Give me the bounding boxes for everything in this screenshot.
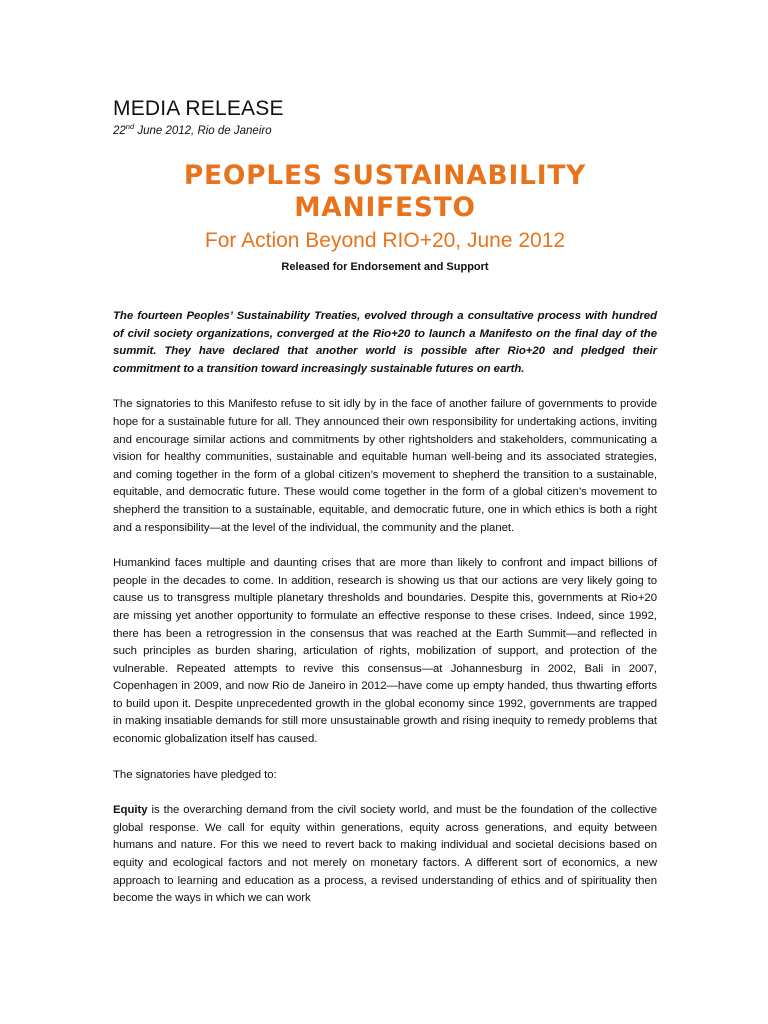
paragraph-humankind-crises: Humankind faces multiple and daunting crises that are more than likely to confront and impact billions of people in the decades to come. In addition, research is showing us that our actions are very likely going to cause us to transgress multiple planetary thresholds and boundaries. Despite this, governments at Rio+20 are missing yet another opportunity to formulate an effective response to these crises. Indeed, since 1992, there has been a retrogression in the consensus that was reached at the Earth Summit—and reflected in such principles as burden sharing, articulation of rights, mobilization of support, and protection of the vulnerable. Repeated attempts to revive this consensus—at Johannesburg in 2002, Bali in 2007, Copenhagen in 2009, and now Rio de Janeiro in 2012—have come up empty handed, thus thwarting efforts to build upon it. Despite unprecedented growth in the global economy since 1992, governments are trapped in making insatiable demands for still more unsustainable growth and rising inequity to remedy problems that economic globalization itself has caused. — [113, 557, 657, 746]
release-date — [113, 124, 657, 138]
date-day: 22 — [113, 125, 126, 137]
paragraph-pledged-to: The signatories have pledged to: — [113, 768, 277, 781]
document-page — [113, 96, 657, 908]
equity-text: is the overarching demand from the civil society world, and must be the foundation of the collective global response. We call for equity within generations, equity across generations, and equity between humans and nature. For this we need to revert back to making individual and societal decisions based on equity and ecological factors and not merely on monetary factors. A different sort of economics, a new approach to learning and education as a process, a revised understanding of ethics and of spirituality then become the ways in which we can work — [113, 804, 657, 905]
date-suffix: nd — [125, 122, 135, 132]
date-rest: June 2012, Rio de Janeiro — [134, 125, 272, 137]
equity-lead-word: Equity — [113, 804, 148, 817]
paragraph-signatories-refuse: The signatories to this Manifesto refuse to sit idly by in the face of another failure of governments to provide hope for a sustainable future for all. They announced their own responsibility for undertaking actions, inviting and encourage similar actions and commitments by other rightsholders and stakeholders, communicating a vision for healthy communities, sustainable and equitable human well-being and its associated strategies, and coming together in the form of a global citizen’s movement to shepherd the transition to a sustainable, equitable, and democratic future. These would come together in the form of a global citizen’s movement to shepherd the transition to a sustainable, equitable, and democratic future, one in which ethics is both a right and a responsibility—at the level of the individual, the community and the planet. — [113, 398, 657, 534]
released-for-endorsement: Released for Endorsement and Support — [281, 261, 489, 273]
paragraph-equity — [113, 802, 657, 908]
intro-paragraph: The fourteen Peoples’ Sustainability Treaties, evolved through a consultative process with hundred of civil society organizations, converged at the Rio+20 to launch a Manifesto on the final day of the summit. They have declared that another world is possible after Rio+20 and pledged their commitment to a transition toward increasingly sustainable futures on earth. — [113, 310, 657, 375]
manifesto-title: PEOPLES SUSTAINABILITY MANIFESTO — [183, 160, 587, 223]
manifesto-subtitle: For Action Beyond RIO+20, June 2012 — [204, 229, 566, 252]
media-release-heading: MEDIA RELEASE — [113, 97, 284, 120]
